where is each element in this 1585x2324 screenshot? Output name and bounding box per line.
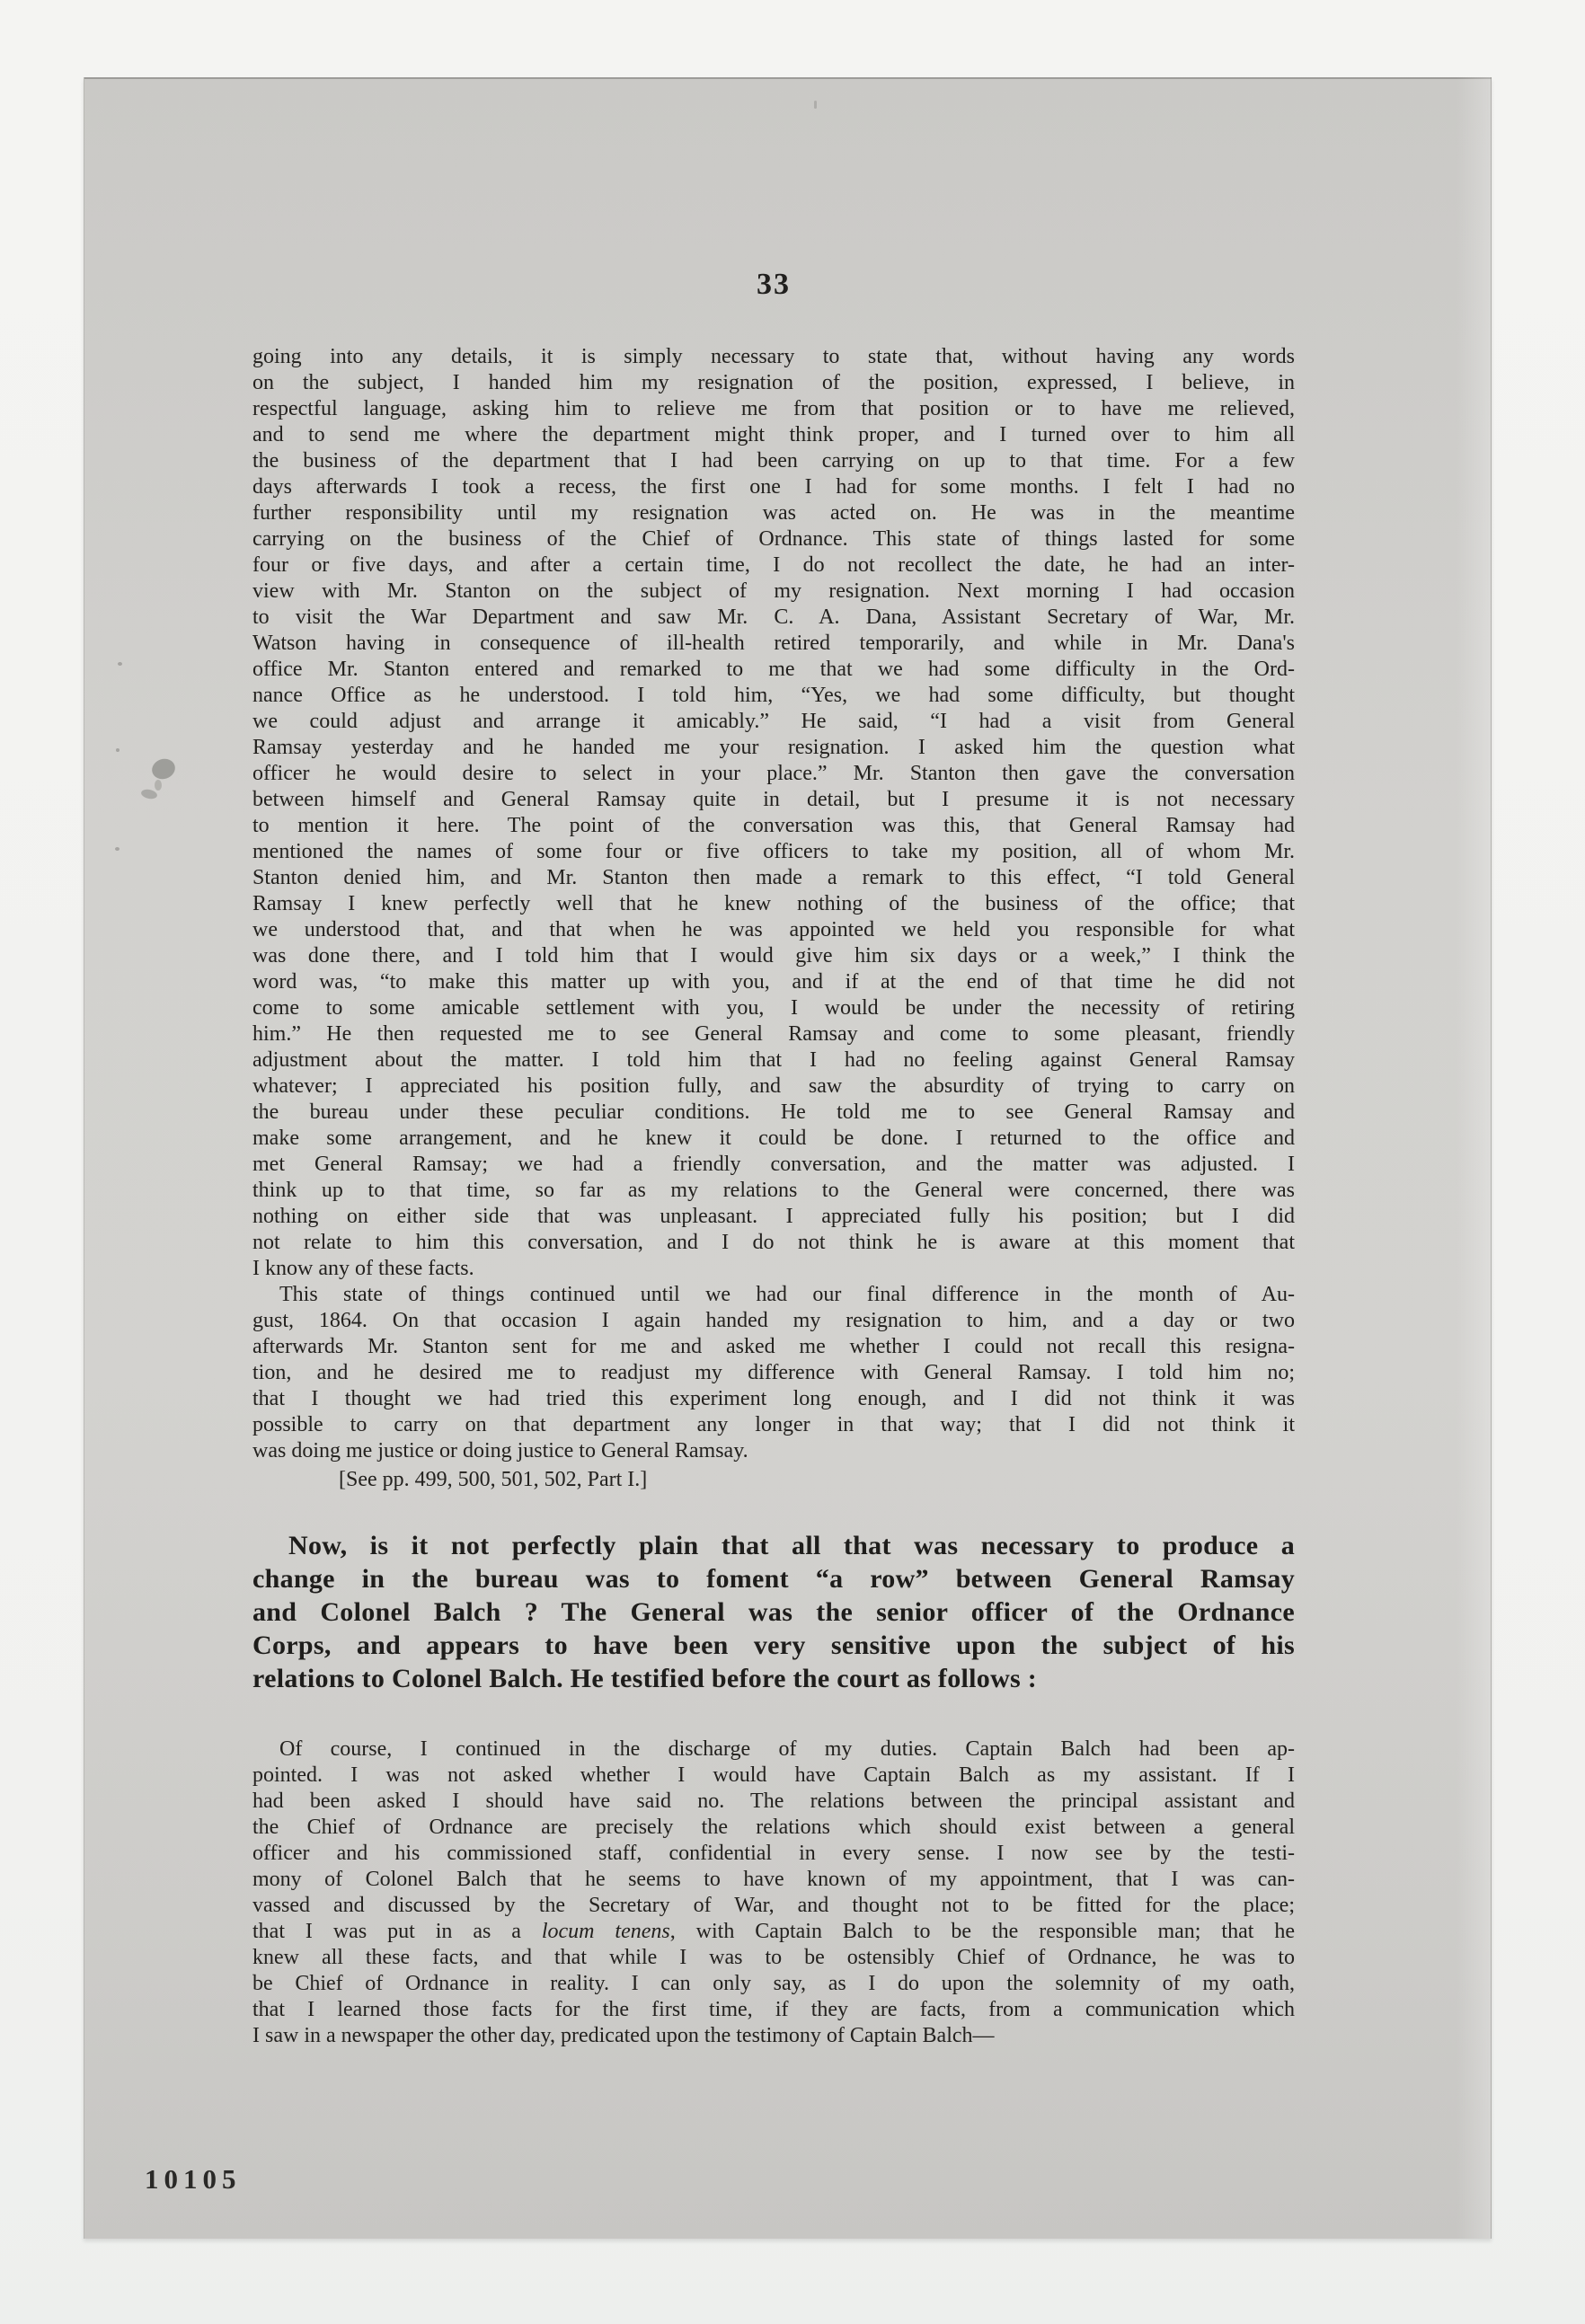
text-line: we understood that, and that when he was appointed we held you responsible for what <box>252 918 1295 941</box>
text-line: Stanton denied him, and Mr. Stanton then made a remark to this effect, “I told General <box>252 866 1295 889</box>
pencil-smudge <box>137 753 185 809</box>
text-line: word was, “to make this matter up with you, and if at the end of that time he did not <box>252 970 1295 994</box>
testimony-quote-3 <box>252 1736 1295 2049</box>
text-line: Ramsay yesterday and he handed me your resignation. I asked him the question what <box>252 736 1295 759</box>
text-line: I saw in a newspaper the other day, predicated upon the testimony of Captain Balch— <box>252 2024 995 2047</box>
paper-speck <box>115 847 120 851</box>
text-line: to mention it here. The point of the conversation was this, that General Ramsay had <box>252 814 1295 837</box>
testimony-quote-1 <box>252 344 1295 1282</box>
text-line: I know any of these facts. <box>252 1257 474 1280</box>
catalog-number: 10105 <box>145 2163 242 2195</box>
text-line: Ramsay I knew perfectly well that he knew nothing of the business of the office; that <box>252 892 1295 915</box>
text-line: had been asked I should have said no. The relations between the principal assistant and <box>252 1789 1295 1813</box>
text-line: the Chief of Ordnance are precisely the relations which should exist between a general <box>252 1816 1295 1839</box>
text-line: him.” He then requested me to see General Ramsay and come to some pleasant, friendly <box>252 1022 1295 1046</box>
text-line: pointed. I was not asked whether I would have Captain Balch as my assistant. If I <box>252 1763 1295 1787</box>
text-line: be Chief of Ordnance in reality. I can only say, as I do upon the solemnity of my oath, <box>252 1972 1295 1995</box>
text-line: and to send me where the department might think proper, and I turned over to him all <box>252 423 1295 446</box>
text-line: vassed and discussed by the Secretary of War, and thought not to be fitted for the place; <box>252 1894 1295 1917</box>
commentary-paragraph <box>252 1529 1295 1695</box>
text-line: This state of things continued until we had our final difference in the month of Au- <box>279 1283 1295 1306</box>
text-line: relations to Colonel Balch. He testified before the court as follows : <box>252 1664 1038 1693</box>
text-line: was done there, and I told him that I would give him six days or a week,” I think the <box>252 944 1295 968</box>
text-line: gust, 1864. On that occasion I again handed my resignation to him, and a day or two <box>252 1309 1295 1332</box>
page-number: 33 <box>757 268 791 301</box>
text-line: come to some amicable settlement with you, I would be under the necessity of retiring <box>252 996 1295 1020</box>
text-line: further responsibility until my resignation was acted on. He was in the meantime <box>252 501 1295 525</box>
text-line: knew all these facts, and that while I was to be ostensibly Chief of Ordnance, he was to <box>252 1946 1295 1969</box>
text-line: possible to carry on that department any longer in that way; that I did not think it <box>252 1413 1295 1436</box>
paper-speck <box>814 101 817 109</box>
text-line: mony of Colonel Balch that he seems to have known of my appointment, that I was can- <box>252 1868 1295 1891</box>
text-line: Now, is it not perfectly plain that all that was necessary to produce a <box>288 1531 1295 1560</box>
text-line: between himself and General Ramsay quite in detail, but I presume it is not necessary <box>252 788 1295 811</box>
citation-reference: [See pp. 499, 500, 501, 502, Part I.] <box>339 1468 648 1491</box>
testimony-quote-2 <box>252 1282 1295 1464</box>
text-line: the bureau under these peculiar conditions. He told me to see General Ramsay and <box>252 1100 1295 1124</box>
text-line: that I was put in as a locum tenens, with Captain Balch to be the responsible man; that he <box>252 1920 1295 1943</box>
paper-speck <box>118 662 122 666</box>
text-line: nothing on either side that was unpleasant. I appreciated fully his position; but I did <box>252 1205 1295 1228</box>
text-line: make some arrangement, and he knew it could be done. I returned to the office and <box>252 1127 1295 1150</box>
text-line: we could adjust and arrange it amicably.” He said, “I had a visit from General <box>252 710 1295 733</box>
text-line: that I learned those facts for the first time, if they are facts, from a communication which <box>252 1998 1295 2021</box>
text-line: to visit the War Department and saw Mr. C. A. Dana, Assistant Secretary of War, Mr. <box>252 605 1295 629</box>
document-page <box>84 77 1492 2239</box>
text-line: on the subject, I handed him my resignation of the position, expressed, I believe, in <box>252 371 1295 394</box>
text-line: carrying on the business of the Chief of Ordnance. This state of things lasted for some <box>252 527 1295 551</box>
text-line: Of course, I continued in the discharge of my duties. Captain Balch had been ap- <box>279 1737 1295 1761</box>
text-line: whatever; I appreciated his position fully, and saw the absurdity of trying to carry on <box>252 1074 1295 1098</box>
text-line: four or five days, and after a certain time, I do not recollect the date, he had an inter- <box>252 553 1295 577</box>
text-line: met General Ramsay; we had a friendly conversation, and the matter was adjusted. I <box>252 1153 1295 1176</box>
text-line: think up to that time, so far as my relations to the General were concerned, there was <box>252 1179 1295 1202</box>
text-line: afterwards Mr. Stanton sent for me and asked me whether I could not recall this resigna- <box>252 1335 1295 1358</box>
text-column <box>252 344 1295 2049</box>
text-line: office Mr. Stanton entered and remarked to me that we had some difficulty in the Ord- <box>252 658 1295 681</box>
text-line: was doing me justice or doing justice to General Ramsay. <box>252 1439 748 1462</box>
text-line: tion, and he desired me to readjust my difference with General Ramsay. I told him no; <box>252 1361 1295 1384</box>
text-line: mentioned the names of some four or five officers to take my position, all of whom Mr. <box>252 840 1295 863</box>
text-line: going into any details, it is simply necessary to state that, without having any words <box>252 345 1295 368</box>
paper-speck <box>116 748 120 752</box>
text-line: and Colonel Balch ? The General was the senior officer of the Ordnance <box>252 1597 1295 1627</box>
text-line: nance Office as he understood. I told him, “Yes, we had some difficulty, but thought <box>252 684 1295 707</box>
text-line: change in the bureau was to foment “a row” between General Ramsay <box>252 1564 1295 1594</box>
text-line: respectful language, asking him to relieve me from that position or to have me relieved, <box>252 397 1295 420</box>
text-line: not relate to him this conversation, and I do not think he is aware at this moment that <box>252 1231 1295 1254</box>
text-line: the business of the department that I had been carrying on up to that time. For a few <box>252 449 1295 473</box>
text-line: Watson having in consequence of ill-health retired temporarily, and while in Mr. Dana's <box>252 632 1295 655</box>
text-line: that I thought we had tried this experiment long enough, and I did not think it was <box>252 1387 1295 1410</box>
text-line: days afterwards I took a recess, the first one I had for some months. I felt I had no <box>252 475 1295 499</box>
text-line: officer and his commissioned staff, confidential in every sense. I now see by the testi- <box>252 1842 1295 1865</box>
text-line: adjustment about the matter. I told him that I had no feeling against General Ramsay <box>252 1048 1295 1072</box>
text-line: officer he would desire to select in your place.” Mr. Stanton then gave the conversation <box>252 762 1295 785</box>
text-line: Corps, and appears to have been very sensitive upon the subject of his <box>252 1630 1295 1660</box>
text-line: view with Mr. Stanton on the subject of my resignation. Next morning I had occasion <box>252 579 1295 603</box>
